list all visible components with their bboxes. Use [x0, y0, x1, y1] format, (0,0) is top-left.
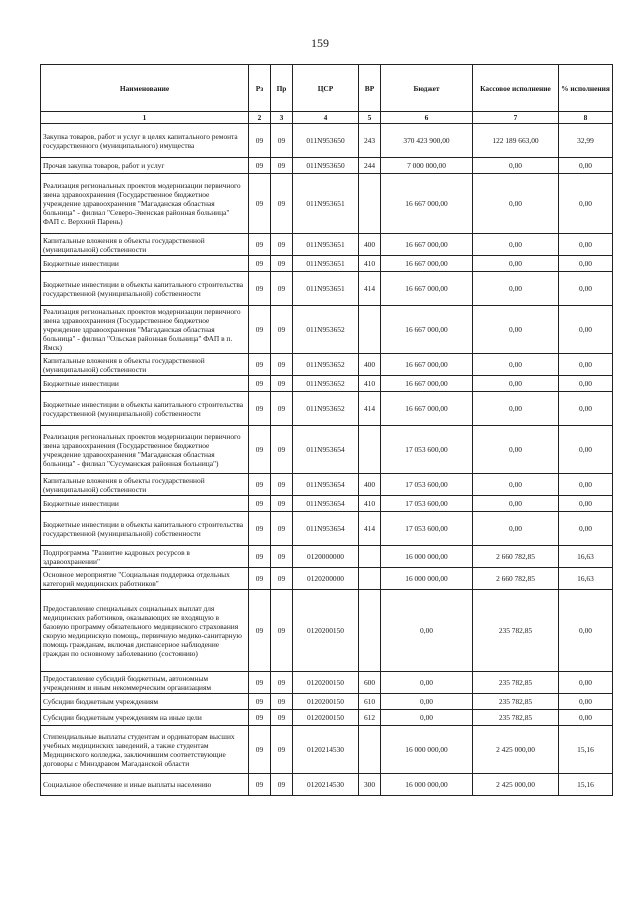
row-budget: 16 667 000,00 — [381, 392, 473, 426]
row-budget: 16 000 000,00 — [381, 546, 473, 568]
row-pct: 0,00 — [559, 710, 613, 726]
row-csr: 011N953651 — [293, 234, 359, 256]
row-cash: 0,00 — [473, 234, 559, 256]
row-name: Капитальные вложения в объекты государственной (муниципальной) собственности — [41, 234, 249, 256]
table-row — [41, 546, 613, 568]
row-rz: 09 — [249, 306, 271, 354]
row-csr: 011N953650 — [293, 124, 359, 158]
table-row — [41, 672, 613, 694]
row-cash: 0,00 — [473, 392, 559, 426]
row-budget: 16 667 000,00 — [381, 174, 473, 234]
row-name: Реализация региональных проектов модернизации первичного звена здравоохранения (Государственное бюджетное учреждение здравоохранения "Магаданская областная больница" - филиал "Ольская районная больница" ФАП в п. Ямск) — [41, 306, 249, 354]
row-cash: 2 660 782,85 — [473, 546, 559, 568]
row-pct: 0,00 — [559, 512, 613, 546]
column-header-vr: ВР — [359, 65, 381, 112]
row-cash: 122 189 663,00 — [473, 124, 559, 158]
row-csr: 0120200150 — [293, 694, 359, 710]
column-number: 5 — [359, 112, 381, 124]
row-rz: 09 — [249, 124, 271, 158]
column-header-rz: Рз — [249, 65, 271, 112]
row-name: Бюджетные инвестиции — [41, 496, 249, 512]
row-budget: 16 667 000,00 — [381, 306, 473, 354]
row-rz: 09 — [249, 474, 271, 496]
row-csr: 011N953652 — [293, 392, 359, 426]
row-csr: 011N953651 — [293, 174, 359, 234]
row-budget: 17 053 600,00 — [381, 426, 473, 474]
column-header-cash: Кассовое исполнение — [473, 65, 559, 112]
row-pct: 0,00 — [559, 158, 613, 174]
row-pr: 09 — [271, 256, 293, 272]
page-number: 159 — [311, 36, 329, 50]
row-pct: 0,00 — [559, 474, 613, 496]
row-rz: 09 — [249, 512, 271, 546]
row-cash: 0,00 — [473, 272, 559, 306]
row-cash: 0,00 — [473, 474, 559, 496]
table-row — [41, 158, 613, 174]
row-rz: 09 — [249, 774, 271, 796]
row-pr: 09 — [271, 546, 293, 568]
row-budget: 16 667 000,00 — [381, 234, 473, 256]
row-name: Бюджетные инвестиции в объекты капитального строительства государственной (муниципальной) собственности — [41, 272, 249, 306]
row-csr: 011N953652 — [293, 376, 359, 392]
row-cash: 2 660 782,85 — [473, 568, 559, 590]
row-cash: 0,00 — [473, 158, 559, 174]
row-cash: 0,00 — [473, 256, 559, 272]
table-row — [41, 426, 613, 474]
row-budget: 16 000 000,00 — [381, 726, 473, 774]
row-rz: 09 — [249, 272, 271, 306]
row-csr: 011N953650 — [293, 158, 359, 174]
row-cash: 0,00 — [473, 426, 559, 474]
column-header-budget: Бюджет — [381, 65, 473, 112]
column-header-pr: Пр — [271, 65, 293, 112]
row-pct: 0,00 — [559, 496, 613, 512]
row-budget: 0,00 — [381, 672, 473, 694]
row-pct: 15,16 — [559, 726, 613, 774]
row-csr: 011N953654 — [293, 512, 359, 546]
row-rz: 09 — [249, 710, 271, 726]
row-pct: 16,63 — [559, 568, 613, 590]
table-row — [41, 496, 613, 512]
row-pct: 0,00 — [559, 306, 613, 354]
row-pr: 09 — [271, 272, 293, 306]
row-pct: 0,00 — [559, 354, 613, 376]
row-name: Реализация региональных проектов модернизации первичного звена здравоохранения (Государственное бюджетное учреждение здравоохранения "Магаданская областная больница" - филиал "Северо-Эвенская районная больница" ФАП с. Верхний Парень) — [41, 174, 249, 234]
row-name: Капитальные вложения в объекты государственной (муниципальной) собственности — [41, 354, 249, 376]
row-budget: 16 000 000,00 — [381, 774, 473, 796]
table-row — [41, 710, 613, 726]
column-number: 1 — [41, 112, 249, 124]
row-cash: 235 782,85 — [473, 710, 559, 726]
row-cash: 235 782,85 — [473, 590, 559, 672]
table-row — [41, 774, 613, 796]
column-number-row — [41, 112, 613, 124]
row-name: Подпрограмма "Развитие кадровых ресурсов в здравоохранении" — [41, 546, 249, 568]
row-rz: 09 — [249, 354, 271, 376]
row-name: Прочая закупка товаров, работ и услуг — [41, 158, 249, 174]
row-rz: 09 — [249, 694, 271, 710]
column-number: 8 — [559, 112, 613, 124]
row-rz: 09 — [249, 726, 271, 774]
row-csr: 0120200150 — [293, 710, 359, 726]
row-vr: 400 — [359, 354, 381, 376]
row-cash: 235 782,85 — [473, 694, 559, 710]
row-cash: 0,00 — [473, 512, 559, 546]
row-rz: 09 — [249, 158, 271, 174]
row-pct: 0,00 — [559, 272, 613, 306]
row-pct: 0,00 — [559, 694, 613, 710]
row-pct: 0,00 — [559, 256, 613, 272]
row-cash: 0,00 — [473, 306, 559, 354]
row-name: Стипендиальные выплаты студентам и ординаторам высших учебных медицинских заведений, а также студентам Медицинского колледжа, заключившим соответствующие договоры с Минздравом Магаданской области — [41, 726, 249, 774]
row-rz: 09 — [249, 376, 271, 392]
row-name: Основное мероприятие "Социальная поддержка отдельных категорий медицинских работников" — [41, 568, 249, 590]
row-pr: 09 — [271, 376, 293, 392]
row-pct: 0,00 — [559, 234, 613, 256]
table-row — [41, 234, 613, 256]
row-rz: 09 — [249, 426, 271, 474]
row-budget: 16 667 000,00 — [381, 376, 473, 392]
row-vr — [359, 426, 381, 474]
row-vr: 400 — [359, 474, 381, 496]
row-budget: 17 053 600,00 — [381, 474, 473, 496]
table-row — [41, 694, 613, 710]
row-name: Бюджетные инвестиции — [41, 256, 249, 272]
row-rz: 09 — [249, 234, 271, 256]
row-pct: 0,00 — [559, 426, 613, 474]
row-csr: 011N953652 — [293, 354, 359, 376]
row-name: Бюджетные инвестиции в объекты капитального строительства государственной (муниципальной) собственности — [41, 392, 249, 426]
row-pr: 09 — [271, 306, 293, 354]
row-rz: 09 — [249, 590, 271, 672]
row-name: Субсидии бюджетным учреждениям — [41, 694, 249, 710]
column-number: 3 — [271, 112, 293, 124]
row-csr: 0120214530 — [293, 774, 359, 796]
row-rz: 09 — [249, 496, 271, 512]
row-vr: 414 — [359, 272, 381, 306]
row-name: Предоставление субсидий бюджетным, автономным учреждениям и иным некоммерческим организациям — [41, 672, 249, 694]
row-vr — [359, 568, 381, 590]
row-pr: 09 — [271, 158, 293, 174]
row-rz: 09 — [249, 546, 271, 568]
row-vr: 244 — [359, 158, 381, 174]
row-pr: 09 — [271, 234, 293, 256]
row-name: Закупка товаров, работ и услуг в целях капитального ремонта государственного (муниципального) имущества — [41, 124, 249, 158]
row-name: Бюджетные инвестиции в объекты капитального строительства государственной (муниципальной) собственности — [41, 512, 249, 546]
column-header-pct: % исполнения — [559, 65, 613, 112]
row-csr: 011N953654 — [293, 474, 359, 496]
row-budget: 16 667 000,00 — [381, 272, 473, 306]
row-pr: 09 — [271, 496, 293, 512]
row-budget: 0,00 — [381, 710, 473, 726]
table-row — [41, 512, 613, 546]
table-row — [41, 256, 613, 272]
column-number: 4 — [293, 112, 359, 124]
table-row — [41, 590, 613, 672]
table-row — [41, 174, 613, 234]
row-pct: 0,00 — [559, 590, 613, 672]
row-cash: 0,00 — [473, 354, 559, 376]
table-row — [41, 568, 613, 590]
row-pr: 09 — [271, 474, 293, 496]
row-name: Социальное обеспечение и иные выплаты населению — [41, 774, 249, 796]
column-number: 7 — [473, 112, 559, 124]
row-csr: 0120200150 — [293, 672, 359, 694]
row-budget: 17 053 600,00 — [381, 512, 473, 546]
row-pr: 09 — [271, 354, 293, 376]
row-pr: 09 — [271, 672, 293, 694]
budget-execution-table — [40, 64, 613, 796]
row-pct: 15,16 — [559, 774, 613, 796]
row-pct: 0,00 — [559, 174, 613, 234]
row-pr: 09 — [271, 590, 293, 672]
row-rz: 09 — [249, 392, 271, 426]
row-pr: 09 — [271, 774, 293, 796]
row-vr: 410 — [359, 376, 381, 392]
row-vr — [359, 726, 381, 774]
table-row — [41, 392, 613, 426]
row-pct: 0,00 — [559, 392, 613, 426]
row-cash: 2 425 000,00 — [473, 726, 559, 774]
row-vr — [359, 306, 381, 354]
row-pr: 09 — [271, 392, 293, 426]
row-vr — [359, 174, 381, 234]
row-pr: 09 — [271, 124, 293, 158]
row-pct: 32,99 — [559, 124, 613, 158]
row-cash: 0,00 — [473, 496, 559, 512]
table-row — [41, 354, 613, 376]
row-csr: 0120214530 — [293, 726, 359, 774]
table-row — [41, 306, 613, 354]
row-pr: 09 — [271, 568, 293, 590]
row-cash: 0,00 — [473, 376, 559, 392]
table-body — [41, 124, 613, 796]
row-cash: 2 425 000,00 — [473, 774, 559, 796]
row-vr: 414 — [359, 392, 381, 426]
table-row — [41, 376, 613, 392]
row-vr: 400 — [359, 234, 381, 256]
row-budget: 0,00 — [381, 694, 473, 710]
row-csr: 0120200000 — [293, 568, 359, 590]
row-csr: 011N953651 — [293, 272, 359, 306]
row-name: Предоставление специальных социальных выплат для медицинских работников, оказывающих не входящую в базовую программу обязательного медицинского страхования скорую медицинскую помощь, первичную медико-санитарную помощь гражданам, включая диспансерное наблюдение граждан по основному заболеванию (состоянию) — [41, 590, 249, 672]
row-pr: 09 — [271, 174, 293, 234]
row-rz: 09 — [249, 672, 271, 694]
row-csr: 0120200150 — [293, 590, 359, 672]
table-row — [41, 474, 613, 496]
row-pr: 09 — [271, 726, 293, 774]
row-pct: 16,63 — [559, 546, 613, 568]
row-vr: 300 — [359, 774, 381, 796]
row-csr: 011N953654 — [293, 496, 359, 512]
row-vr: 612 — [359, 710, 381, 726]
row-budget: 370 423 900,00 — [381, 124, 473, 158]
table-row — [41, 726, 613, 774]
row-vr: 410 — [359, 496, 381, 512]
table-row — [41, 124, 613, 158]
row-name: Реализация региональных проектов модернизации первичного звена здравоохранения (Государственное бюджетное учреждение здравоохранения "Магаданская областная больница" - филиал "Сусуманская районная больница") — [41, 426, 249, 474]
row-pr: 09 — [271, 426, 293, 474]
row-pr: 09 — [271, 512, 293, 546]
row-pct: 0,00 — [559, 376, 613, 392]
row-vr: 600 — [359, 672, 381, 694]
row-budget: 16 667 000,00 — [381, 354, 473, 376]
column-header-csr: ЦСР — [293, 65, 359, 112]
row-vr — [359, 590, 381, 672]
row-name: Бюджетные инвестиции — [41, 376, 249, 392]
row-cash: 0,00 — [473, 174, 559, 234]
row-rz: 09 — [249, 568, 271, 590]
row-name: Капитальные вложения в объекты государственной (муниципальной) собственности — [41, 474, 249, 496]
row-budget: 16 000 000,00 — [381, 568, 473, 590]
row-vr — [359, 546, 381, 568]
table-row — [41, 272, 613, 306]
row-csr: 011N953654 — [293, 426, 359, 474]
row-vr: 414 — [359, 512, 381, 546]
row-cash: 235 782,85 — [473, 672, 559, 694]
row-pct: 0,00 — [559, 672, 613, 694]
row-csr: 0120000000 — [293, 546, 359, 568]
row-pr: 09 — [271, 694, 293, 710]
column-number: 2 — [249, 112, 271, 124]
row-name: Субсидии бюджетным учреждениям на иные цели — [41, 710, 249, 726]
row-csr: 011N953651 — [293, 256, 359, 272]
row-pr: 09 — [271, 710, 293, 726]
row-rz: 09 — [249, 256, 271, 272]
row-vr: 610 — [359, 694, 381, 710]
row-budget: 17 053 600,00 — [381, 496, 473, 512]
row-budget: 16 667 000,00 — [381, 256, 473, 272]
row-vr: 410 — [359, 256, 381, 272]
column-header-name: Наименование — [41, 65, 249, 112]
row-rz: 09 — [249, 174, 271, 234]
header-row — [41, 65, 613, 112]
column-number: 6 — [381, 112, 473, 124]
row-budget: 0,00 — [381, 590, 473, 672]
row-budget: 7 000 000,00 — [381, 158, 473, 174]
row-vr: 243 — [359, 124, 381, 158]
row-csr: 011N953652 — [293, 306, 359, 354]
